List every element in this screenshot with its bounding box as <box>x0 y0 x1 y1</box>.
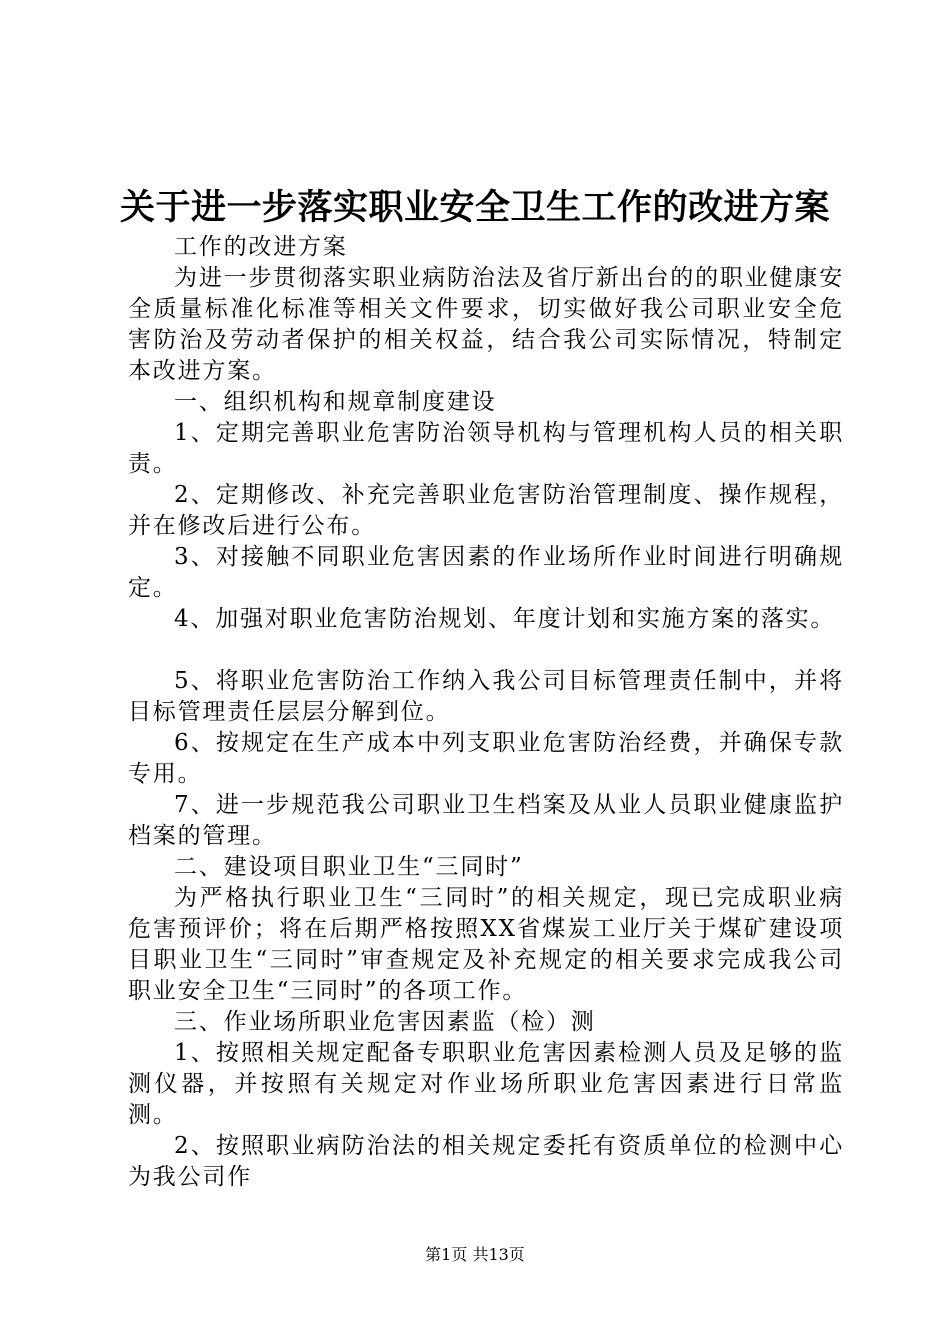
list-item: 1、按照相关规定配备专职职业危害因素检测人员及足够的监测仪器，并按照有关规定对作业场所职业危害因素进行日常监测。 <box>128 1040 844 1128</box>
list-item: 3、对接触不同职业危害因素的作业场所作业时间进行明确规定。 <box>128 544 844 601</box>
section-heading-1: 一、组织机构和规章制度建设 <box>174 389 497 415</box>
list-item: 1、定期完善职业危害防治领导机构与管理机构人员的相关职责。 <box>128 420 844 477</box>
document-title: 关于进一步落实职业安全卫生工作的改进方案 <box>119 187 830 228</box>
list-item: 2、定期修改、补充完善职业危害防治管理制度、操作规程，并在修改后进行公布。 <box>128 482 844 539</box>
list-item: 4、加强对职业危害防治规划、年度计划和实施方案的落实。 <box>174 606 836 632</box>
paragraph-intro: 为进一步贯彻落实职业病防治法及省厅新出台的的职业健康安全质量标准化标准等相关文件要求，切实做好我公司职业安全危害防治及劳动者保护的相关权益，结合我公司实际情况，特制定本改进方案。 <box>128 265 844 384</box>
list-item: 7、进一步规范我公司职业卫生档案及从业人员职业健康监护档案的管理。 <box>128 792 844 849</box>
list-item: 5、将职业危害防治工作纳入我公司目标管理责任制中，并将目标管理责任层层分解到位。 <box>128 668 844 725</box>
page-number-footer: 第1页 共13页 <box>425 1245 525 1264</box>
paragraph-subtitle: 工作的改进方案 <box>174 234 348 260</box>
list-item: 6、按规定在生产成本中列支职业危害防治经费，并确保专款专用。 <box>128 730 844 787</box>
document-body <box>128 232 844 1193</box>
section-heading-3: 三、作业场所职业危害因素监（检）测 <box>174 1009 596 1035</box>
paragraph: 为严格执行职业卫生“三同时”的相关规定，现已完成职业病危害预评价；将在后期严格按照XX省煤炭工业厅关于煤矿建设项目职业卫生“三同时”审查规定及补充规定的相关要求完成我公司职业安全卫生“三同时”的各项工作。 <box>128 885 844 1004</box>
list-item: 2、按照职业病防治法的相关规定委托有资质单位的检测中心为我公司作 <box>128 1133 844 1190</box>
section-heading-2: 二、建设项目职业卫生“三同时” <box>174 854 524 880</box>
